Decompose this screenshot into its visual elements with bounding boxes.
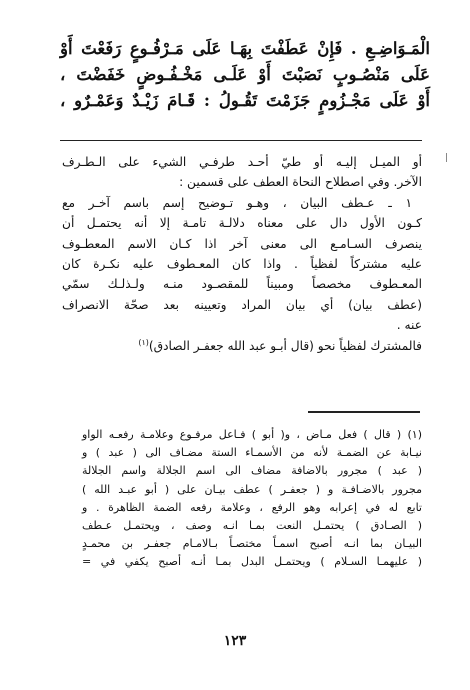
page-number: ١٢٣ xyxy=(223,633,247,649)
commentary-line: عليه مشتركاً لفظياً . واذا كان المعـطوف عليه نكـرة كان xyxy=(62,257,422,272)
section-divider xyxy=(60,140,422,141)
footnotes-block xyxy=(82,426,422,572)
footnote-line: مجرور بالاضـافـة و ( جعفـر ) عطف بيـان على ( أبو عبـد الله ) xyxy=(82,482,422,496)
commentary-line: المعـطوف مخصصاً ومبيناً للمقصـود منـه ولـذلـك سمّي xyxy=(62,277,422,292)
main-text-line: الْمَـوَاضِـعِ . فَإِنْ عَطَفْتَ بِهَـا عَلَى مَـرْفُـوعٍ رَفَعْتَ أَوْ xyxy=(60,39,430,58)
commentary-line: ١ ـ عـطف البيان ، وهـو تـوضيح إسم باسم آخـر مع xyxy=(62,195,412,210)
commentary-line-text: فالمشترك لفظياً نحو (قال أبـو عبد الله جعفـر الصادق) xyxy=(148,338,422,353)
footnote-line: البيـان بما انـه أصبح اسمـاً مختصـاً بـالامـام جعفـر بن محمـدٍ xyxy=(82,537,422,551)
commentary-line: (عطف بيان) أي بيان المراد وتعيينه بعد صحّة الانصراف xyxy=(62,297,422,312)
commentary-line: كـون الأول دال على معناه دلالـة تامـة إلا أنه يحتمـل أن xyxy=(62,216,422,231)
footnote-line: ( عليهمـا السـلام ) ويحتمـل البدل بمـا أنـه أصبح يكفي في = xyxy=(82,555,422,569)
margin-mark xyxy=(446,153,447,162)
commentary-block xyxy=(62,152,422,356)
footnote-reference: (١) xyxy=(138,337,149,347)
main-text-line: أَوْ عَلَى مَجْـزُومٍ جَزَمْتَ تَقُـولُ : قَـامَ زَيْـدٌ وَعَمْـرٌو ، xyxy=(60,91,430,110)
commentary-line xyxy=(62,336,422,356)
footnote-line: نيـابة عن الضمـة لأنه من الأسمـاء الستة مضـاف الى ( عبد ) و xyxy=(82,446,422,460)
footnote-divider xyxy=(308,411,420,413)
commentary-line: أو الميـل إليـه أو طيّ أحـد طرفـي الشيء على الـطـرف xyxy=(62,155,422,169)
commentary-line: الآخر. وفي اصطلاح النحاة العطف على قسمين : xyxy=(179,175,422,190)
main-text-line: عَلَى مَنْصُـوبٍ نَصَبْتَ أَوْ عَلَـى مَخْـفُـوضٍ خَفَضْتَ ، xyxy=(60,65,430,84)
main-text-block xyxy=(60,36,430,114)
footnote-line: (١) ( قال ) فعل مـاض ، و( أبو ) فـاعل مرفـوع وعلامـة رفعـه الواو xyxy=(82,428,422,441)
commentary-line: عنه . xyxy=(396,318,422,333)
footnote-line: ( الصـادق ) يحتمـل النعت بمـا انـه وصف ، ويحتمـل عـطف xyxy=(82,519,422,533)
footnote-line: ( عبد ) مجرور بالاضافة مضاف الى اسم الجلالة واسم الجلالة xyxy=(82,464,422,478)
footnote-line: تابع له في إعرابه وهو الرفع ، وعلامة رفعه الضمة الظاهرة . و xyxy=(82,500,422,514)
commentary-line: ينصرف السـامـع الى معنى آخر اذا كـان الاسم المعطـوف xyxy=(62,236,422,251)
